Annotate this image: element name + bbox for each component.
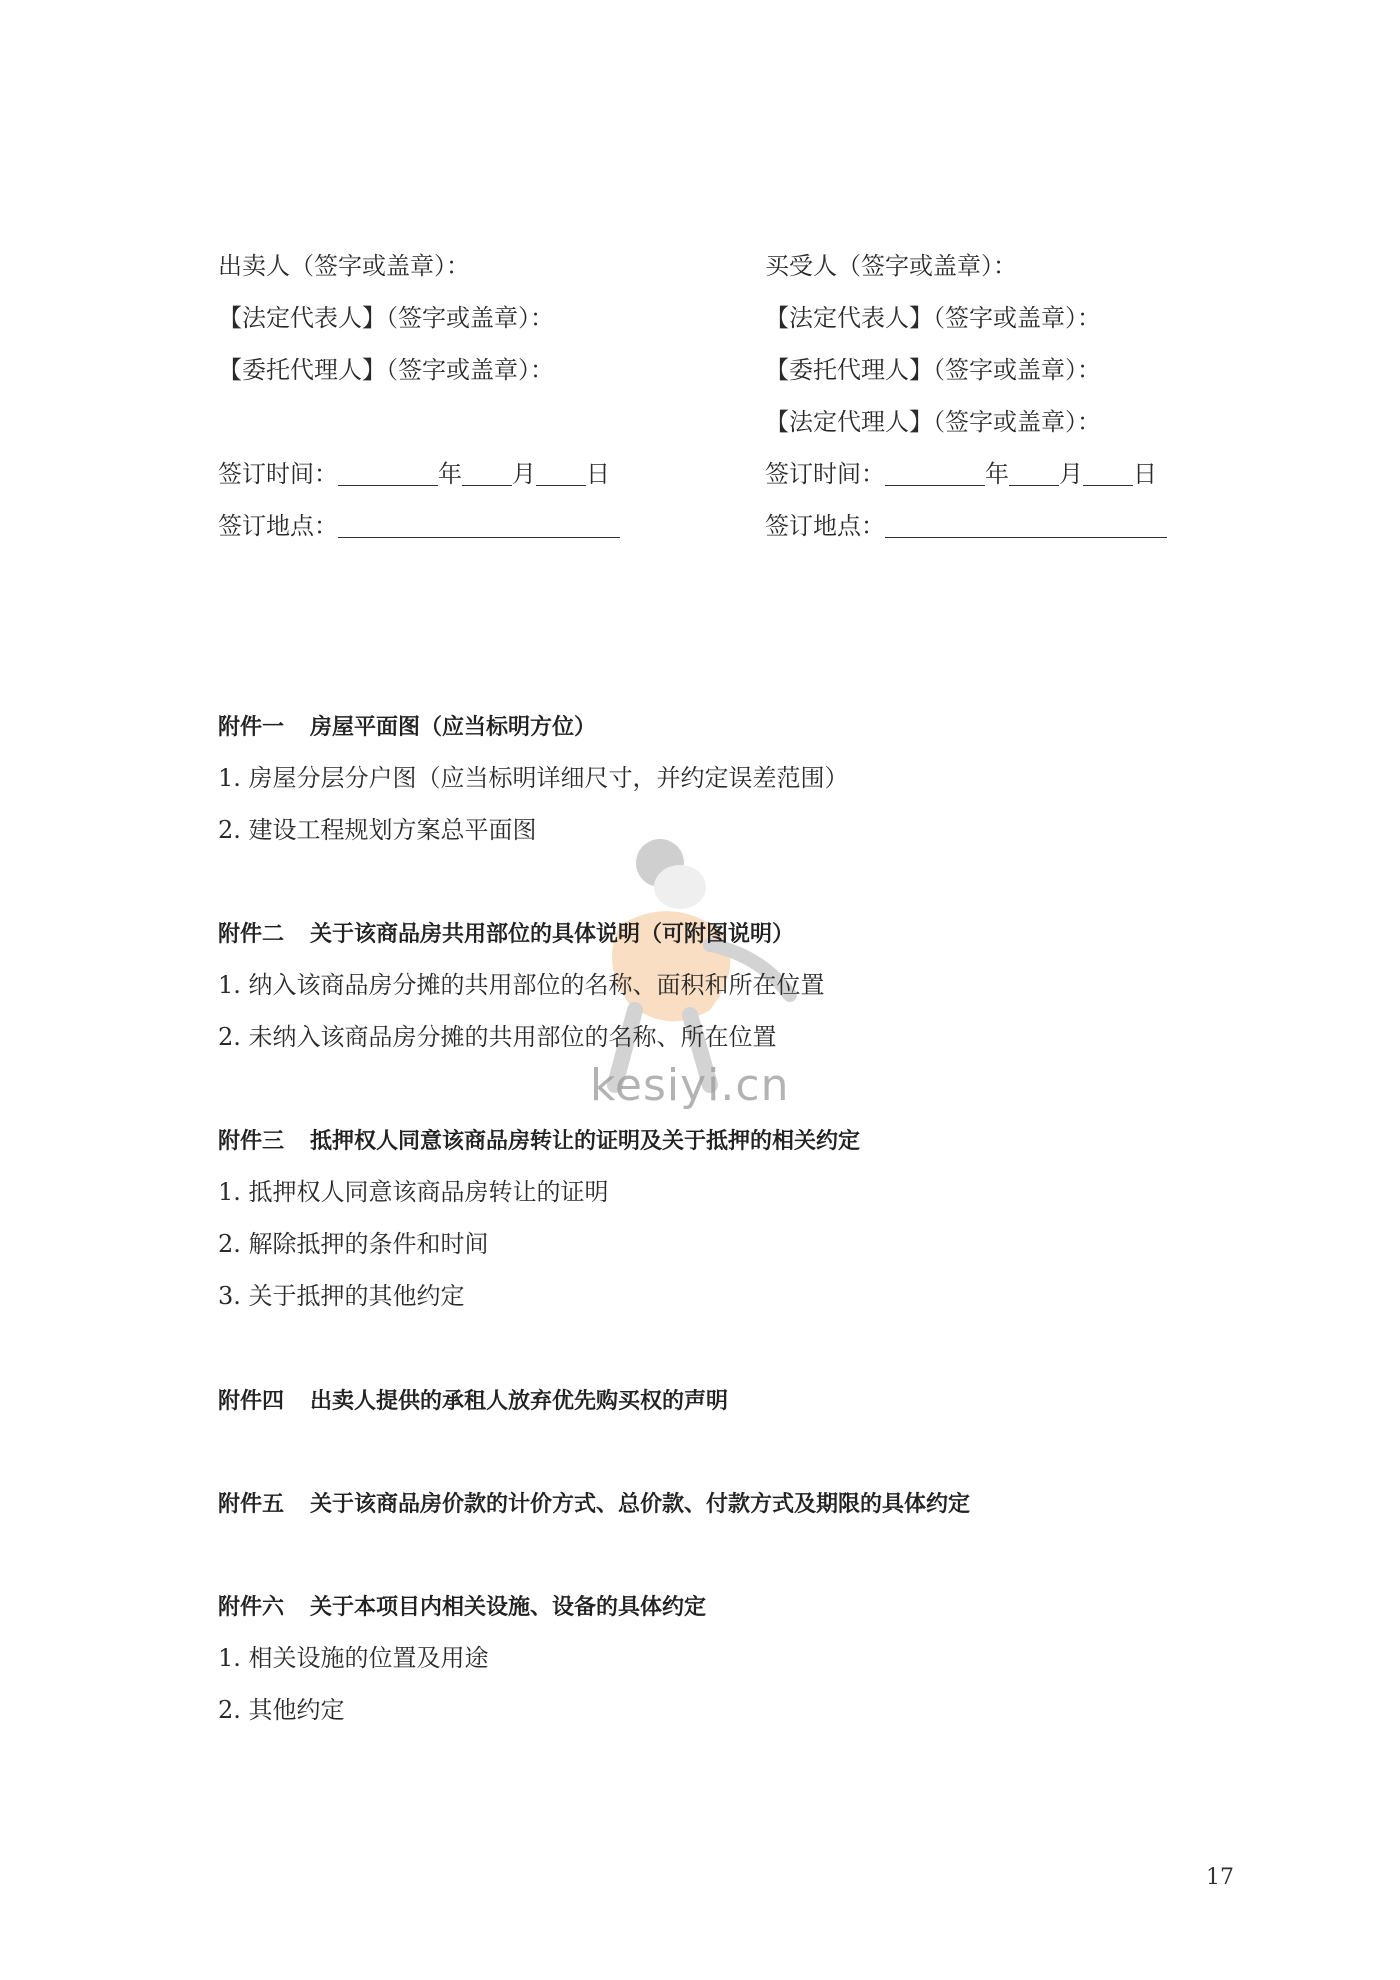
annex-number: 附件六 — [218, 1595, 285, 1620]
annex-title-text: 抵押权人同意该商品房转让的证明及关于抵押的相关约定 — [310, 1129, 861, 1154]
annex-6 — [218, 1588, 1218, 1742]
annex-title — [218, 1122, 1218, 1172]
buyer-signature-block — [765, 246, 1285, 558]
buyer-place-line — [765, 506, 1285, 558]
annex-item: 3. 关于抵押的其他约定 — [218, 1282, 465, 1310]
seller-agent-label: 【委托代理人】（签字或盖章）： — [218, 356, 554, 384]
annex-title — [218, 1588, 1218, 1638]
seller-day-unit: 日 — [586, 460, 610, 488]
annex-item: 1. 纳入该商品房分摊的共用部位的名称、面积和所在位置 — [218, 971, 825, 999]
seller-place-line — [218, 506, 738, 558]
annex-number: 附件五 — [218, 1492, 285, 1517]
buyer-month-unit: 月 — [1059, 460, 1083, 488]
annex-item: 2. 其他约定 — [218, 1696, 345, 1724]
annex-item: 2. 解除抵押的条件和时间 — [218, 1230, 489, 1258]
annex-title — [218, 708, 1218, 758]
seller-year-blank[interactable] — [338, 457, 438, 486]
seller-signature-block — [218, 246, 738, 558]
annex-item: 1. 抵押权人同意该商品房转让的证明 — [218, 1178, 609, 1206]
annex-item: 2. 建设工程规划方案总平面图 — [218, 816, 537, 844]
watermark-text: kesiyi.cn — [590, 1060, 790, 1111]
annex-number: 附件三 — [218, 1129, 285, 1154]
buyer-day-blank[interactable] — [1083, 457, 1133, 486]
seller-year-unit: 年 — [438, 460, 462, 488]
annex-2 — [218, 915, 1218, 1069]
buyer-party-label: 买受人（签字或盖章）： — [765, 252, 1017, 280]
buyer-year-unit: 年 — [985, 460, 1009, 488]
seller-month-blank[interactable] — [462, 457, 512, 486]
annex-3 — [218, 1122, 1218, 1328]
buyer-day-unit: 日 — [1133, 460, 1157, 488]
annex-number: 附件一 — [218, 715, 285, 740]
annex-title — [218, 1485, 1218, 1535]
annex-4 — [218, 1382, 1218, 1432]
annex-title-text: 房屋平面图（应当标明方位） — [310, 715, 597, 740]
buyer-month-blank[interactable] — [1009, 457, 1059, 486]
seller-place-label: 签订地点： — [218, 512, 338, 540]
annex-title-text: 关于该商品房共用部位的具体说明（可附图说明） — [310, 922, 795, 947]
seller-day-blank[interactable] — [536, 457, 586, 486]
annex-title-text: 出卖人提供的承租人放弃优先购买权的声明 — [310, 1389, 729, 1414]
buyer-statutory-agent-label: 【法定代理人】（签字或盖章）： — [765, 408, 1101, 436]
buyer-place-blank[interactable] — [885, 509, 1167, 538]
annex-title-text: 关于本项目内相关设施、设备的具体约定 — [310, 1595, 707, 1620]
buyer-year-blank[interactable] — [885, 457, 985, 486]
annex-title — [218, 1382, 1218, 1432]
annex-1 — [218, 708, 1218, 862]
annex-title — [218, 915, 1218, 965]
annex-item: 1. 房屋分层分户图（应当标明详细尺寸，并约定误差范围） — [218, 764, 849, 792]
seller-place-blank[interactable] — [338, 509, 620, 538]
buyer-date-line — [765, 454, 1285, 506]
seller-month-unit: 月 — [512, 460, 536, 488]
annex-item: 1. 相关设施的位置及用途 — [218, 1644, 489, 1672]
seller-date-line — [218, 454, 738, 506]
annex-item: 2. 未纳入该商品房分摊的共用部位的名称、所在位置 — [218, 1023, 777, 1051]
page-number: 17 — [1206, 1865, 1234, 1890]
seller-party-label: 出卖人（签字或盖章）： — [218, 252, 470, 280]
seller-legal-rep-label: 【法定代表人】（签字或盖章）： — [218, 304, 554, 332]
buyer-agent-label: 【委托代理人】（签字或盖章）： — [765, 356, 1101, 384]
annex-5 — [218, 1485, 1218, 1535]
buyer-place-label: 签订地点： — [765, 512, 885, 540]
buyer-legal-rep-label: 【法定代表人】（签字或盖章）： — [765, 304, 1101, 332]
seller-date-label: 签订时间： — [218, 460, 338, 488]
annex-number: 附件四 — [218, 1389, 285, 1414]
buyer-date-label: 签订时间： — [765, 460, 885, 488]
annex-number: 附件二 — [218, 922, 285, 947]
annex-title-text: 关于该商品房价款的计价方式、总价款、付款方式及期限的具体约定 — [310, 1492, 971, 1517]
